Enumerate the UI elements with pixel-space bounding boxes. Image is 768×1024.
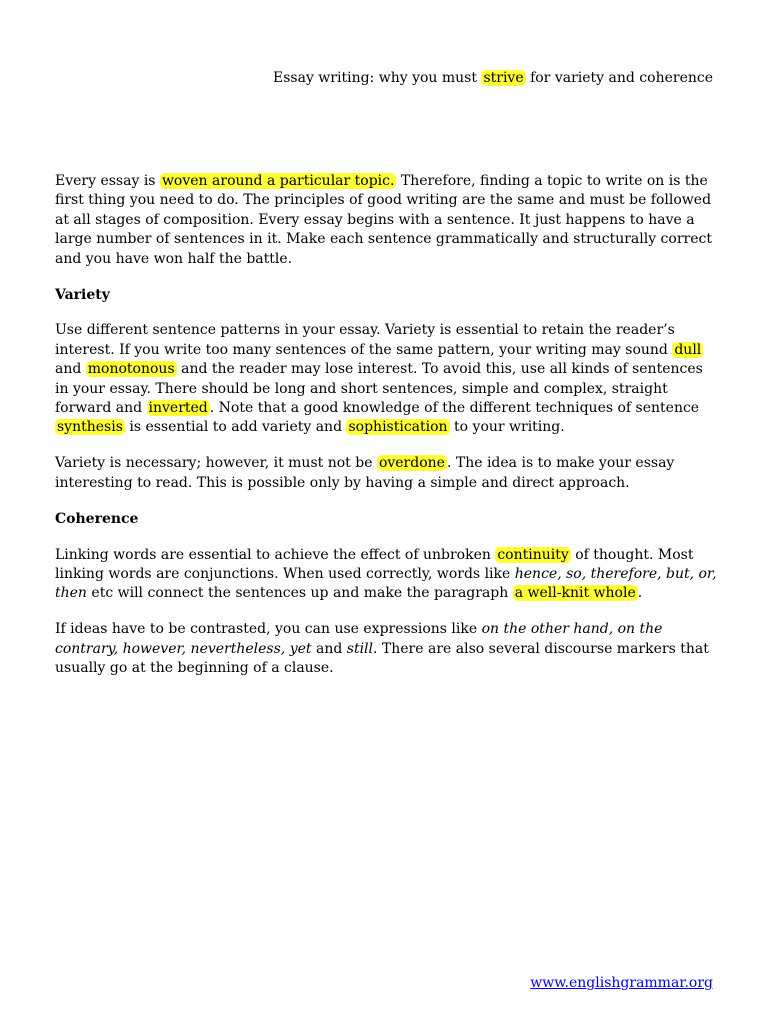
essay-body (55, 172, 717, 695)
highlight: woven around a particular topic. (161, 173, 395, 189)
text: to your writing. (449, 419, 565, 436)
italic-text: still (346, 640, 374, 657)
text: and (311, 640, 347, 657)
text: If ideas have to be contrasted, you can use expressions like (55, 621, 482, 638)
intro-paragraph (55, 172, 717, 269)
text: . There are also several discourse markers that usually go at the beginning of a clause. (55, 640, 709, 677)
variety-paragraph-1 (55, 321, 717, 437)
text: Every essay is (55, 173, 160, 189)
text: . (637, 585, 643, 602)
text: Therefore, finding a topic to write on is the first thing you need to do. The principles of good writing are the same and must be followed at all stages of composition. Every essay begins with a sentence. It just happens to have a large number of sentences in it. Make each sentence grammatically and structurally correct and you have won half the battle. (55, 173, 712, 267)
text: etc will connect the sentences up and make the paragraph (86, 585, 513, 602)
italic-text: hence, so, therefore, but, or, then (55, 566, 717, 602)
text: Use different sentence patterns in your essay. Variety is essential to retain the reader’s interest. If you write too many sentences of the same pattern, your writing may sound (55, 322, 675, 358)
coherence-paragraph-1 (55, 546, 717, 604)
page-title (273, 69, 713, 88)
highlight: monotonous (87, 361, 175, 378)
title-text: Essay writing: why you must (273, 70, 482, 86)
footer-link[interactable]: www.englishgrammar.org (530, 975, 713, 991)
highlight: inverted (148, 400, 208, 417)
highlight: sophistication (348, 419, 448, 436)
highlight: synthesis (57, 419, 123, 436)
title-text: for variety and coherence (525, 70, 713, 86)
highlight: dull (674, 341, 702, 358)
variety-paragraph-2 (55, 454, 717, 493)
highlight: a well-knit whole (514, 585, 636, 602)
highlight: overdone (378, 455, 445, 472)
text: of thought. Most linking words are conjunctions. When used correctly, words like (55, 546, 694, 582)
text: is essential to add variety and (124, 419, 347, 436)
section-heading-variety: Variety (55, 286, 110, 303)
text: Linking words are essential to achieve the effect of unbroken (55, 546, 496, 563)
text: . Note that a good knowledge of the different techniques of sentence (209, 400, 700, 417)
coherence-paragraph-2 (55, 620, 717, 678)
highlight: continuity (497, 546, 569, 563)
section-heading-coherence: Coherence (55, 510, 139, 527)
text: . The idea is to make your essay interesting to read. This is possible only by having a simple and direct approach. (55, 455, 675, 491)
text: Variety is necessary; however, it must not be (55, 455, 377, 472)
highlight: strive (483, 70, 524, 86)
text: and (55, 361, 86, 378)
italic-text: on the other hand, on the contrary, however, nevertheless, yet (55, 621, 663, 657)
text: and the reader may lose interest. To avoid this, use all kinds of sentences in your essay. There should be long and short sentences, simple and complex, straight forward and (55, 361, 703, 417)
